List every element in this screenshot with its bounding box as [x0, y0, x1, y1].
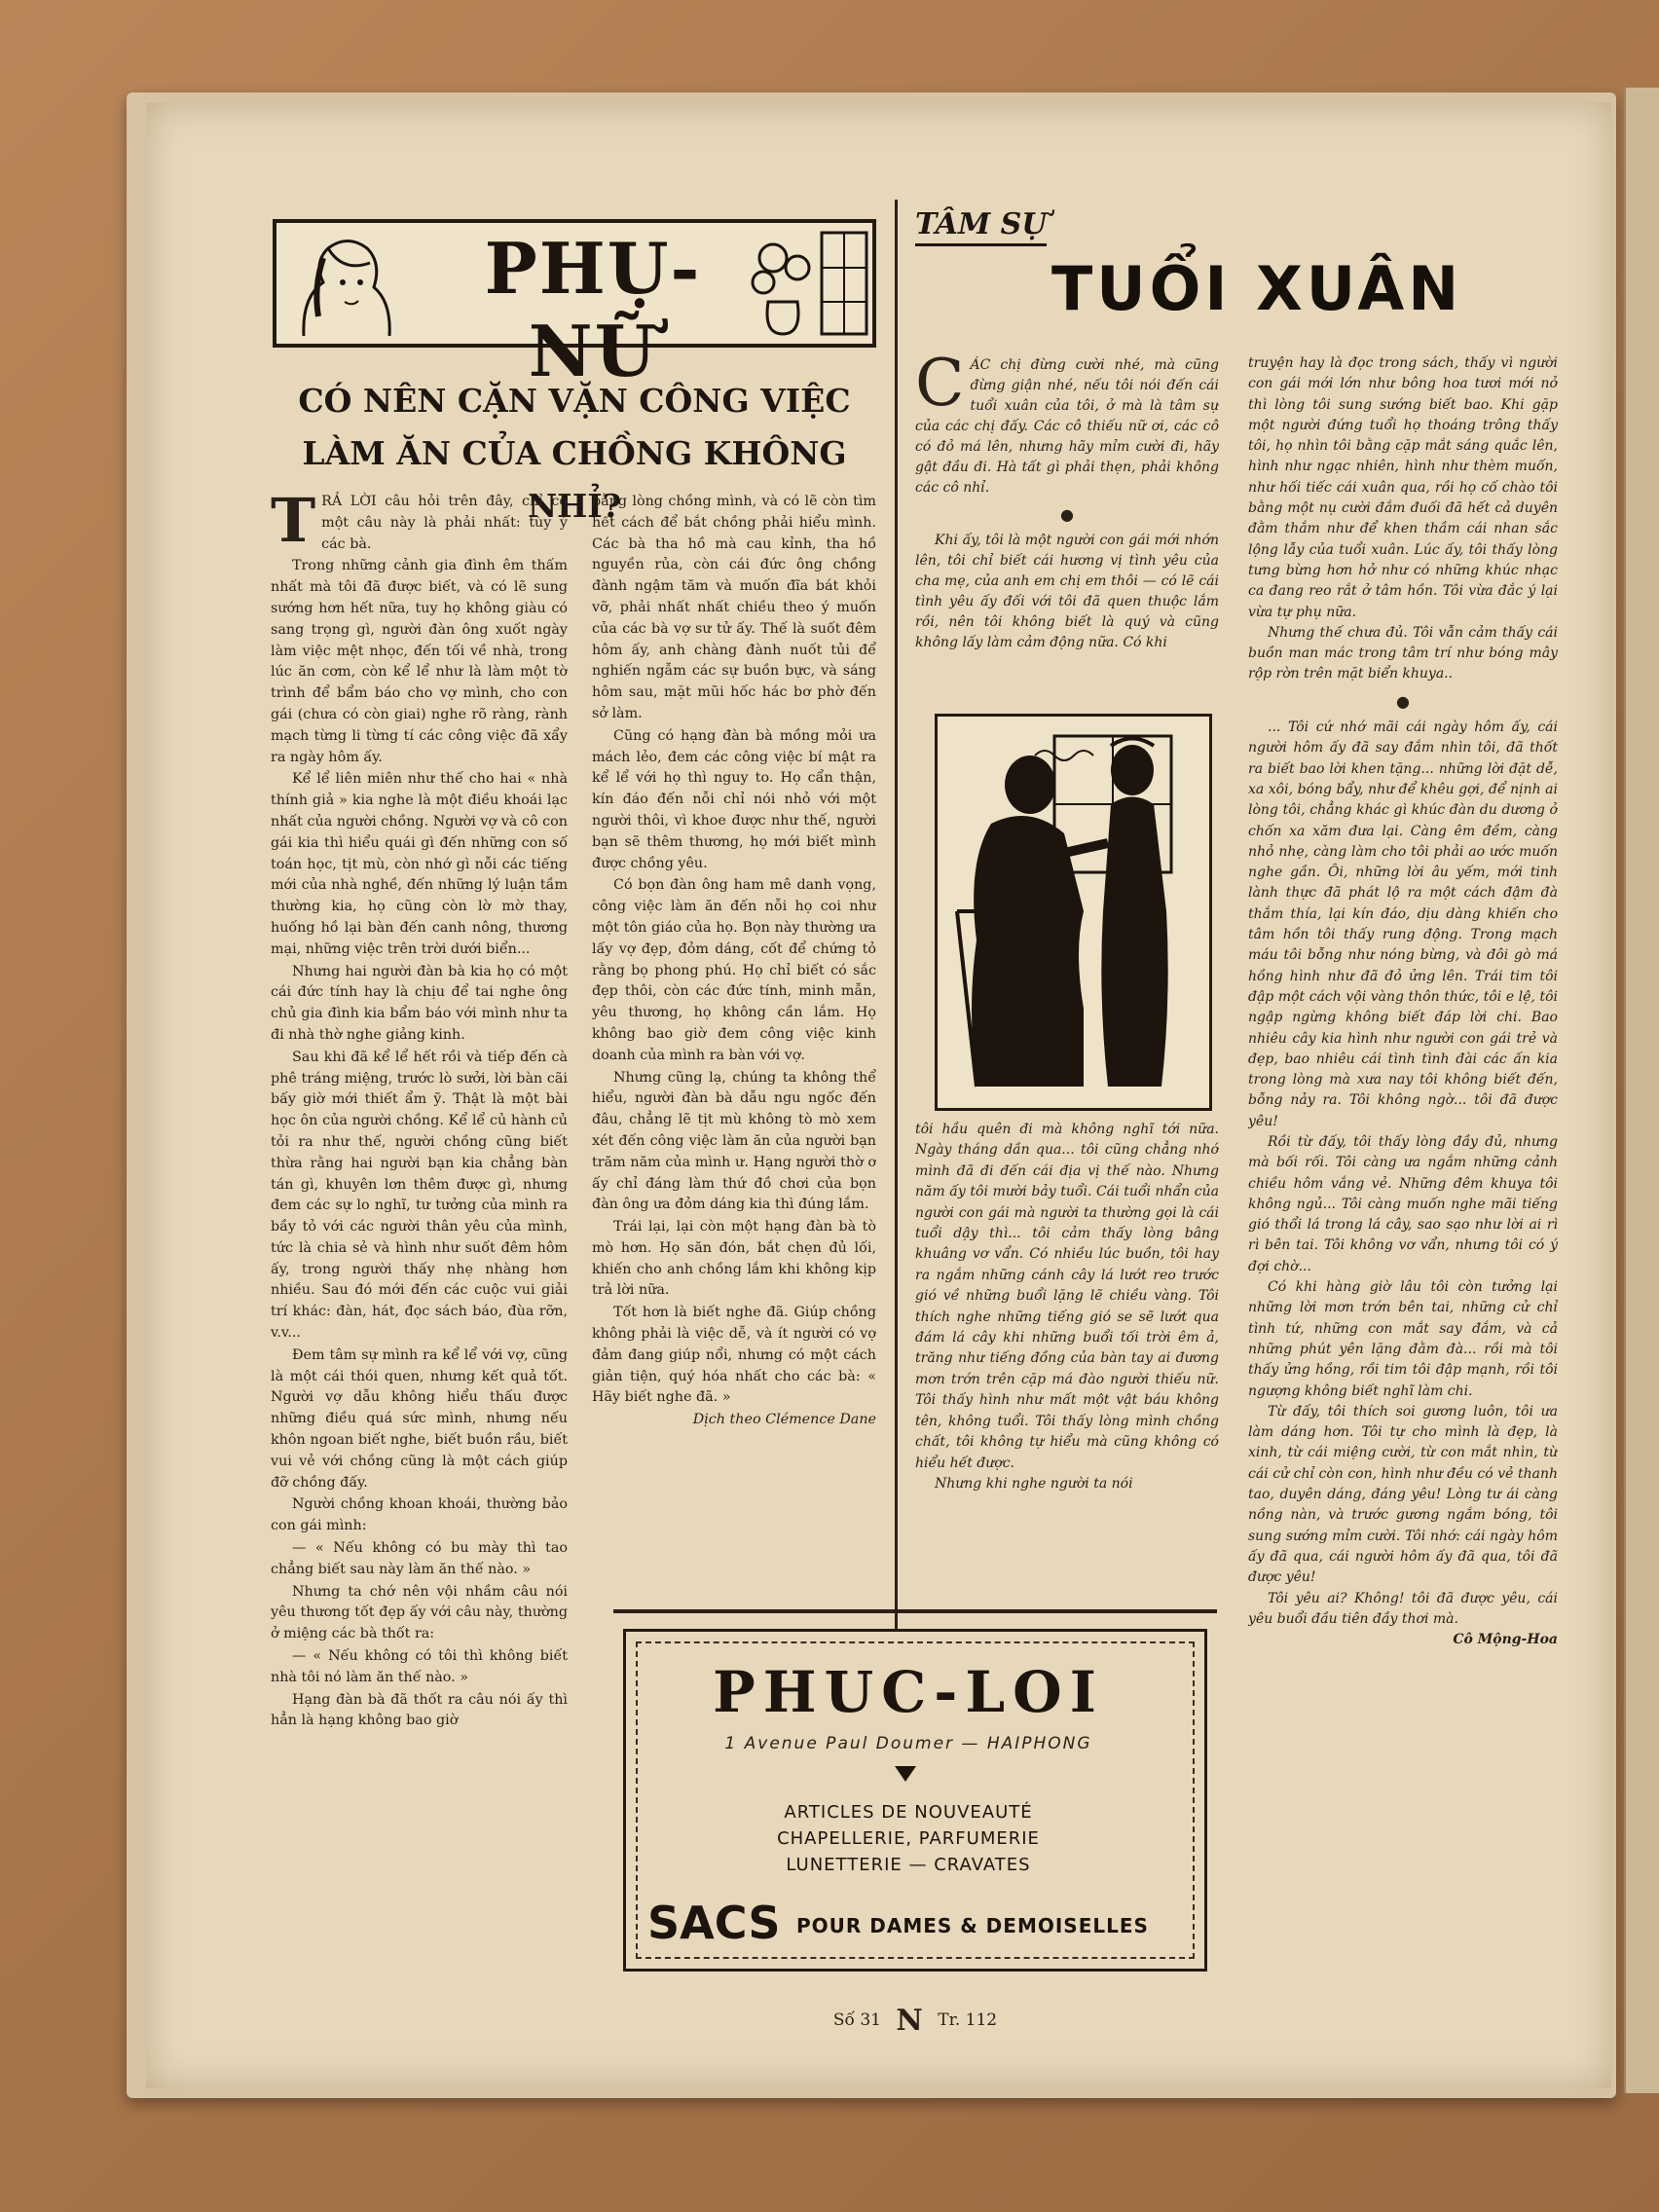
paragraph: Trong những cảnh gia đình êm thấm nhất mà tôi đã được biết, và có lẽ sung sướng hơn hết nữa, tuy họ không giàu có sang trọng gì, người đàn ông xuốt ngày làm việc mệt nhọc, đến tối về nhà, trong lúc ăn cơm, còn kể lể như là làm một tờ trình để bẩm báo cho vợ mình, cho con gái (chưa có còn giai) nghe rõ ràng, rành mạch từng li từng tí các công việc đã xẩy ra ngày hôm ấy. [271, 558, 568, 765]
paragraph: Nhưng cũng lạ, chúng ta không thể hiểu, người đàn bà dẫu ngu ngốc đến đâu, chẳng lẽ tịt mù không tò mò xem xét đến công việc làm ăn của người bạn trăm năm của mình ư. Hạng người thờ ơ ấy chỉ đáng làm thứ đồ chơi của bọn đàn ông ưa đỏm dáng kia thì đúng lắm. [592, 1069, 876, 1213]
paragraph: Tôi yêu ai? Không! tôi đã được yêu, cái yêu buổi đầu tiên đầy thơi mà. [1248, 1590, 1558, 1627]
article-title: TUỔI XUÂN [1051, 253, 1463, 324]
advert-sacs: SACS [647, 1897, 781, 1949]
paragraph: Cũng có hạng đàn bà mồng mỏi ưa mách lẻo, đem các công việc bí mật ra kể lể với họ thì nguy to. Họ cẩn thận, kín đáo đến nỗi chỉ nói nhỏ với một người thôi, vì khoe được như thế, người bạn sẽ thêm thương, họ mới biết mình được chồng yêu. [592, 727, 876, 871]
advert-sacs-subtitle: POUR DAMES & DEMOISELLES [796, 1914, 1149, 1937]
right-article-column-1-continued [915, 1120, 1219, 1606]
page-folio [720, 2004, 1110, 2038]
advert-brand: PHUC-LOI [713, 1659, 1104, 1725]
magazine-page [146, 102, 1611, 2088]
facing-page-edge [1624, 88, 1659, 2093]
left-article-column-2 [592, 492, 876, 1709]
flower-vase-icon [734, 229, 870, 338]
translator-credit: Dịch theo Clémence Dane [692, 1412, 876, 1428]
paragraph: Có bọn đàn ông ham mê danh vọng, công việc làm ăn đến nỗi họ coi như một tôn giáo của họ. Bọn này thường ưa lấy vợ đẹp, đỏm dáng, cốt để chứng tỏ rằng bọ phong phú. Họ chỉ biết có sắc đẹp thôi, còn các đức tính, minh mẫn, yêu thương, họ không cần lắm. Họ không bao giờ đem công việc kinh doanh của mình ra bàn với vợ. [592, 877, 876, 1063]
paragraph: Nhưng hai người đàn bà kia họ có một cái đức tính hay là chịu để tai nghe ông chủ gia đình kia bẩm báo với mình như ta đi nhà thờ nghe giảng kinh. [271, 963, 568, 1043]
section-separator-icon: ● [1396, 691, 1410, 711]
author-signature: Cô Mộng-Hoa [1453, 1632, 1558, 1648]
paragraph: Trái lại, lại còn một hạng đàn bà tò mò hơn. Họ săn đón, bắt chẹn đủ lối, khiến cho anh chồng lắm khi không kịp trả lời nữa. [592, 1219, 876, 1299]
horizontal-rule [613, 1609, 1217, 1613]
phuc-loi-advert [623, 1629, 1207, 1972]
section-separator-icon: ● [1060, 505, 1074, 524]
paragraph: Nhưng ta chớ nên vội nhầm câu nói yêu thương tốt đẹp ấy với câu này, thường ở miệng các bà thốt ra: [271, 1583, 568, 1642]
drop-cap: C [915, 355, 965, 421]
paragraph: CÁC chị đừng cười nhé, mà cũng đừng giận nhé, nếu tôi nói đến cái tuổi xuân của tôi, ở mà là tâm sự của các chị đấy. Các cô thiếu nữ ơi, các cô có đỏ má lên, nhưng hãy mỉm cười đi, hãy gật đầu đi. Hà tất gì phải thẹn, phải không các cô nhỉ. [915, 355, 1219, 496]
paragraph: ... Tôi cứ nhớ mãi cái ngày hôm ấy, cái người hôm ấy đã say đắm nhìn tôi, đã thốt ra biết bao lời khen tặng... những lời đặt dễ, xa xôi, bóng bẩy, như để khêu gợi, để nịnh ai lòng tôi, chẳng khác gì khúc đàn du dương ở chốn xa xăm đưa lại. Càng êm đềm, càng nhỏ nhẹ, càng làm cho tôi phải ao ước muốn nghe gần. Ôi, những lời âu yếm, mới tinh lành thực đã phát lộ ra một cách đậm đà thắm thía, lại kín đáo, dịu dàng khiến cho tâm hồn tôi thấy rung động. Trong mạch máu tôi bỗng như nóng bừng, và đôi gò má hồng hình như đã đỏ ửng lên. Trái tim tôi đập một cách vội vàng thôn thức, tôi e lệ, tôi ngập ngừng không biết đáp lời chi. Bao nhiêu cây kia hình như người con gái trẻ và đẹp, bao nhiêu cái tình tình đài các ấn kia trong lòng mà xưa nay tôi không biết đến, bỗng nảy ra. Tôi không ngờ... tôi đã được yêu! [1248, 719, 1558, 1129]
paragraph: Nhưng khi nghe người ta nói [935, 1475, 1133, 1492]
couple-illustration [935, 714, 1212, 1111]
paragraph: Sau khi đã kể lể hết rồi và tiếp đến cà phê tráng miệng, trước lò sưởi, lời bàn cãi bấy giờ mới thiết ẩm ỹ. Thật là một bài học ôn của người chồng. Kể lể củ hành củ tỏi ra như thế, người chồng cũng biết thừa rằng hai người bạn kia chẳng bàn tán gì, khuyên lơn thêm được gì, nhưng đem các sự lo nghĩ, tư tưởng của mình ra bầy tỏ với các người thân yêu của mình, tức là chia sẻ và hình như suốt đêm hôm ấy, trong người thấy nhẹ nhàng hơn nhiều. Sau đó mới đến các cuộc vui giải trí khác: đàn, hát, đọc sách báo, đùa rỡn, v.v... [271, 1049, 568, 1342]
paragraph: Từ đấy, tôi thích soi gương luôn, tôi ưa làm dáng hơn. Tôi tự cho mình là đẹp, là xinh, từ cái miệng cười, từ con mắt nhìn, từ cái cử chỉ còn con, hình như đều có vẻ thanh tao, duyên dáng, đáng yêu! Lòng tư ái càng nồng nàn, và trước gương ngắm bóng, tôi sung sướng mỉm cười. Tôi nhớ: cái ngày hôm ấy đã qua, cái người hôm ấy đã qua, tôi đã được yêu! [1248, 1403, 1558, 1586]
paragraph: Có khi hàng giờ lâu tôi còn tưởng lại những lời mơn trớn bên tai, những cử chỉ tình tứ, những con mắt say đắm, và cả những phút yên lặng đằm đà... rồi mà tôi thấy ửng hồng, rồi tim tôi đập mạnh, rồi tôi ngượng không biết nghĩ làm chi. [1248, 1279, 1558, 1399]
paragraph: — « Nếu không có bu mày thì tao chẳng biết sau này làm ăn thế nào. » [271, 1540, 568, 1577]
paragraph: Khi ấy, tôi là một người con gái mới nhớn lên, tôi chỉ biết cái hương vị tình yêu của cha mẹ, của anh em chị em thôi — có lẽ cái tình yêu ấy đối với tôi đã quen thuộc lắm rồi, nên tôi không biết là quý và cũng không lấy làm cảm động nữa. Có khi [915, 533, 1219, 650]
lady-portrait-icon [284, 229, 401, 338]
paragraph: Tốt hơn là biết nghe đã. Giúp chồng không phải là việc dễ, và ít người có vợ đảm đang giúp nổi, nhưng có một cách giản tiện, quý hóa nhất cho các bà: « Hãy biết nghe đã. » [592, 1305, 876, 1406]
page-number: Tr. 112 [938, 2010, 998, 2030]
paragraph: truyện hay là đọc trong sách, thấy vì người con gái mới lớn như bông hoa tươi mới nở thì lòng tôi sung sướng biết bao. Khi gặp một người đứng tuổi họ thoáng trông thấy tôi, họ nhìn tôi bằng cặp mắt sáng quắc lên, hình như ngạc nhiên, hình như thèm muốn, như hối tiếc cái xuân qua, rồi họ cố chào tôi bằng một nụ cười đắm đuối đã hết cả duyên đằm thắm như để khen thầm cái nhan sắc lộng lẫy của tuổi xuân. Lúc ấy, tôi thấy lòng tưng bừng hơn hở như có những khúc nhạc ca đang reo rắt ở tâm hồn. Tôi vừa đắc ý lại vừa tự phụ nữa. [1248, 355, 1558, 620]
column-divider [895, 200, 898, 1709]
paragraph: tôi hầu quên đi mà không nghĩ tới nữa. Ngày tháng dần qua... tôi cũng chẳng nhớ mình đã đi đến cái địa vị thế nào. Nhưng năm ấy tôi mười bảy tuổi. Cái tuổi nhẩn của người con gái mà người ta thường gọi là cái tuổi dậy thì... tôi cảm thấy lòng bâng khuâng vơ vẩn. Có nhiều lúc buồn, tôi hay ra ngắm những cánh cây lá lướt reo trước gió về những buổi lặng lẽ chiều vàng. Tôi thích nghe những tiếng gió se sẽ lướt qua đám lá cây khi những buổi tối trời êm ả, trăng như tiếng đồng của bàn tay ai đương mơn trớn trên cặp má đào người thiếu nữ. Tôi thấy hình như mất một vật báu không tên, không tuổi. Tôi thấy lòng mình chồng chất, tôi không tự hiểu mà cũng không có hiểu hết được. [915, 1122, 1219, 1471]
paragraph: TRẢ LỜI câu hỏi trên đây, chỉ có một câu này là phải nhất: tùy ý các bà. [271, 492, 568, 556]
headline-line-2: LÀM ĂN CỦA CHỒNG KHÔNG NHỈ? [302, 434, 847, 525]
advert-line-3: LUNETTERIE — CRAVATES [786, 1855, 1031, 1875]
paragraph: bằng lòng chồng mình, và có lẽ còn tìm hết cách để bắt chồng phải hiểu mình. Các bà tha hồ mà cau kỉnh, tha hồ nguyền rủa, còn cái đức ông chồng đành ngậm tăm và muốn đĩa bát khỏi vỡ, phải nhất nhất chiều theo ý muốn của các bà vợ sư tử ấy. Thế là suốt đêm hôm ấy, anh chàng đành nuốt tủi để nghiến ngẫm các sự buồn bực, và sáng hôm sau, mặt mũi hốc hác bơ phờ đến sở làm. [592, 494, 876, 721]
magazine-logo-icon: N [896, 2004, 923, 2038]
paragraph: Người chồng khoan khoái, thường bảo con gái mình: [271, 1496, 568, 1534]
down-arrow-icon [895, 1766, 916, 1782]
couple-silhouette-icon [938, 717, 1209, 1108]
paragraph: Kể lể liên miên như thế cho hai « nhà thính giả » kia nghe là một điều khoái lạc nhất của người chồng. Người vợ và cô con gái kia thì hiểu quái gì đến những con số toán học, tịt mù, còn nhớ gì nỗi các tiếng mới của nhà nghề, đến những lý luận tầm thường kia, họ cũng còn lờ mờ thay, huống hồ lại bàn đến canh nông, thương mại, những việc trên trời dưới biển... [271, 771, 568, 957]
advert-address: 1 Avenue Paul Doumer — HAIPHONG [724, 1734, 1092, 1753]
right-article-column-2 [1248, 353, 1558, 2086]
paragraph: Rồi từ đấy, tôi thấy lòng đầy đủ, nhưng mà bối rối. Tôi càng ưa ngắm những cảnh chiều hôm vắng vẻ. Những đêm khuya tôi không ngủ... Tôi càng muốn nghe mãi tiếng gió thổi lá trong lá cây, sao sạo như lời ai rì rì bên tai. Tôi không vơ vẩn, nhưng tôi có ý đợi chờ... [1248, 1133, 1558, 1274]
paragraph: — « Nếu không có tôi thì không biết nhà tôi nó làm ăn thế nào. » [271, 1648, 568, 1685]
advert-line-1: ARTICLES DE NOUVEAUTÉ [784, 1802, 1033, 1823]
paragraph: Hạng đàn bà đã thốt ra câu nói ấy thì hẳn là hạng không bao giờ [271, 1691, 568, 1729]
drop-cap: T [271, 492, 316, 556]
headline-line-1: CÓ NÊN CẶN VẶN CÔNG VIỆC [298, 382, 851, 420]
banner-title: PHỤ-NỮ [484, 227, 702, 392]
phu-nu-banner [273, 219, 876, 392]
issue-number: Số 31 [832, 2010, 881, 2030]
right-article-column-1 [915, 355, 1219, 706]
left-article-column-1 [271, 492, 568, 1991]
paragraph: Nhưng thế chưa đủ. Tôi vẫn cảm thấy cái buồn man mác trong tâm trí như bóng mây rộp rờn trên mặt biển khuya.. [1248, 624, 1558, 682]
advert-line-2: CHAPELLERIE, PARFUMERIE [777, 1828, 1040, 1849]
article-kicker: TÂM SỰ [915, 207, 1047, 246]
paragraph: Đem tâm sự mình ra kể lể với vợ, cũng là một cái thói quen, nhưng kết quả tốt. Người vợ dẫu không hiểu thấu được những điều quá sức mình, nhưng nếu khôn ngoan biết nghe, biết buồn rầu, biết vui vẻ với chồng cũng là một cách giúp đỡ chồng đấy. [271, 1346, 568, 1491]
